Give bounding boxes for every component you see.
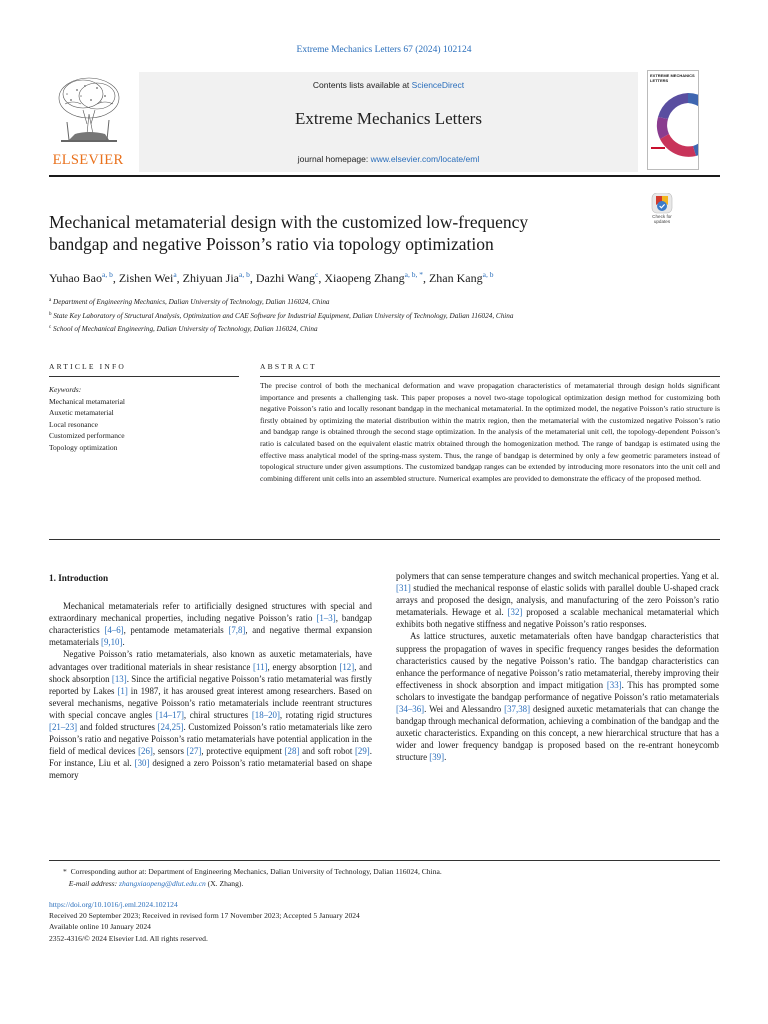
body-paragraph (396, 570, 719, 630)
body-paragraph (49, 648, 372, 781)
citation-link[interactable]: [1–3] (316, 613, 336, 624)
email-link[interactable]: zhangxiaopeng@dlut.edu.cn (119, 879, 206, 888)
paragraph-text: , protective equipment (201, 746, 285, 757)
affiliation: $^a$ Department of Engineering Mechanics, Dalian University of Technology, Dalian 116024, China (49, 298, 330, 306)
paragraph-text: As lattice structures, auxetic metamaterials often have bandgap characteristics that suppress the propagation of waves in specific frequency ranges besides the deformation characteristics caused by the negative Poisson’s ratio. The bandgap characteristics can enhance the performance of negative Poisson’s ratio metamaterial, thereby improving their effectiveness in shock absorption and impact mitigation (396, 631, 719, 690)
paragraph-text: , and shock absorption (49, 661, 372, 684)
citation-link[interactable]: [29] (354, 746, 370, 757)
body-column-left (49, 570, 372, 782)
corresponding-author: * Corresponding author at: Department of Engineering Mechanics, Dalian University of Technology, Dalian 116024, China. (63, 867, 442, 876)
citation-link[interactable]: [39] (429, 752, 445, 763)
article-title: Mechanical metamaterial design with the customized low-frequency bandgap and negative Poisson’s ratio via topology optimization (49, 212, 529, 254)
paragraph-text: Mechanical metamaterials refer to artificially designed structures with special and extraordinary mechanical properties, including negative Poisson’s ratio (49, 601, 372, 624)
keyword: Customized performance (49, 431, 125, 440)
citation-link[interactable]: [30] (134, 758, 150, 769)
author[interactable]: Zishen Wei$^a$ (118, 270, 177, 285)
keyword: Auxetic metamaterial (49, 408, 114, 417)
right-paragraphs (396, 570, 719, 764)
abstract-text: The precise control of both the mechanical deformation and wave propagation characteristics of metamaterial through design holds significant importance and presents a challenging task. This paper proposes a novel two-stage topological optimization design method for customizing both negative Poisson’s ratio and locally resonant bandgap in the mechanical metamaterial. In the optimized model, the negative Poisson’s ratio structure is firstly obtained by optimizing the material distribution within the matrix region, then the metamaterial with the customized negative Poisson’s ratio and bandgap range is obtained through the second stage optimization. In the analysis of the metamaterial unit cell, the topology-dependent Poisson’s ratio is calculated based on the equivalent elastic matrix obtained through the homogenization method. The range of bandgap is estimated using the effective mass analytical model of the spring-mass system. Thus, the range of bandgap is determined by only a few geometric parameters instead of topological structure under given assumptions. The customized bandgap ranges can be extended by introducing more resonators into the unit cell and combining different unit cells into an assembled structure. Numerical examples are provided to demonstrate the efficacy of the proposed method. (260, 381, 720, 483)
keywords-block (49, 384, 239, 453)
paragraph-text: . Customized Poisson’s ratio metamaterials like zero Poisson’s ratio and negative Poisson’s ratio metamaterials have potential application in the field of medical devices (49, 722, 372, 757)
body-paragraph (49, 600, 372, 648)
affiliations (49, 295, 720, 336)
paragraph-text: , chiral structures (183, 709, 252, 720)
citation-link[interactable]: [24,25] (157, 722, 184, 733)
citation-link[interactable]: [9,10] (101, 637, 123, 648)
paragraph-text: , pentamode metamaterials (123, 625, 229, 636)
keyword: Local resonance (49, 419, 98, 429)
paragraph-text: . (444, 752, 447, 763)
paragraph-text: . This has prompted some scholars to investigate the bandgap performance of negative Poisson’s ratio metamaterials (396, 679, 719, 702)
journal-homepage: journal homepage: www.elsevier.com/locate/eml (297, 154, 480, 164)
doi-link[interactable]: https://doi.org/10.1016/j.eml.2024.102124 (49, 900, 178, 909)
author-list: Yuhao Bao$^{a, b}$, Zishen Wei$^a$, Zhiyuan Jia$^{a, b}$, Dazhi Wang$^c$, Xiaopeng Zhang$^{a, b, *}$, Zhan Kang$^{a, b}$ (49, 270, 494, 285)
author[interactable]: Dazhi Wang$^c$ (255, 270, 319, 285)
abstract-bottom-rule (49, 539, 720, 540)
paragraph-text: , energy absorption (267, 661, 340, 672)
available-online: Available online 10 January 2024 (49, 922, 151, 932)
citation-link[interactable]: [7,8] (228, 625, 246, 636)
paragraph-text: Negative Poisson’s ratio metamaterials, also known as auxetic metamaterials, have advantages over traditional materials in shear resistance (49, 649, 372, 672)
footnote-rule (49, 860, 720, 861)
elsevier-tree-icon (53, 74, 123, 150)
paragraph-text: . For instance, Liu et al. (49, 746, 372, 769)
author[interactable]: Yuhao Bao$^{a, b}$ (49, 270, 113, 285)
section-heading: 1. Introduction (49, 573, 109, 583)
cover-title: EXTREME MECHANICS LETTERS (650, 73, 695, 83)
elsevier-wordmark: ELSEVIER (52, 152, 124, 168)
paragraph-text: studied the mechanical response of elastic solids with parallel double U-shaped crack arrays and proposed the design, analysis, and manufacturing of the zero Poisson’s ratio metamaterials. Hewage et al. (396, 583, 719, 618)
citation-link[interactable]: [12] (339, 661, 355, 672)
citation-link[interactable]: [27] (186, 746, 202, 757)
check-for-updates-button[interactable] (645, 193, 679, 229)
masthead-rule (49, 175, 720, 177)
citation-link[interactable]: [32] (507, 607, 523, 618)
email-line: E-mail address: zhangxiaopeng@dlut.edu.cn (X. Zhang). (68, 879, 244, 888)
masthead (49, 70, 720, 174)
publication-info (49, 899, 720, 944)
journal-cover[interactable] (647, 70, 699, 170)
author[interactable]: Xiaopeng Zhang$^{a, b, *}$ (324, 270, 423, 285)
elsevier-logo[interactable] (49, 74, 127, 170)
crossmark-label: Check for updates (652, 214, 672, 224)
paragraph-text: , sensors (152, 746, 187, 757)
journal-citation[interactable] (0, 45, 768, 55)
paragraph-text: designed a zero Poisson’s ratio metamaterial based on shape memory (49, 758, 372, 781)
citation-link[interactable]: [11] (253, 661, 268, 672)
paragraph-text: . (122, 637, 125, 648)
journal-banner (139, 72, 638, 172)
paragraph-text: , bandgap characteristics (49, 613, 372, 636)
paragraph-text: , rotating rigid structures (279, 709, 372, 720)
paragraph-text: proposed a scalable mechanical metamaterial which exhibits both negative stiffness and negative Poisson’s ratio responses. (396, 607, 719, 630)
citation-link[interactable]: [33] (606, 679, 622, 690)
crossmark-icon (645, 193, 679, 215)
paragraph-text: , and negative thermal expansion metamaterials (49, 625, 373, 648)
article-info-heading: ARTICLE INFO (49, 362, 126, 371)
body-paragraph (396, 630, 719, 763)
cover-art-icon (648, 85, 699, 170)
affiliation: $^c$ School of Mechanical Engineering, Dalian University of Technology, Dalian 116024, China (49, 325, 318, 333)
abstract-heading: ABSTRACT (260, 362, 317, 371)
paragraph-text: and folded structures (77, 722, 158, 733)
author[interactable]: Zhiyuan Jia$^{a, b}$ (182, 270, 250, 285)
paragraph-text: and soft robot (299, 746, 355, 757)
keyword: Mechanical metamaterial (49, 396, 125, 406)
journal-name: Extreme Mechanics Letters (295, 109, 482, 128)
paragraph-text: polymers that can sense temperature changes and switch mechanical properties. Yang et al. (396, 571, 719, 581)
paragraph-text: . Wei and Alessandro (424, 704, 505, 715)
citation-link[interactable]: [4–6] (104, 625, 124, 636)
keyword: Topology optimization (49, 442, 118, 452)
paragraph-text: designed auxetic metamaterials that can change the bandgap through mechanical deformation, achieving a combination of the bandgap and the auxetic characteristics. Expanding on this concept, a new hierarchical structure that has a wider and lower frequency bandgap is proposed based on the re-entrant honeycomb structure (396, 704, 719, 763)
keywords-label: Keywords: (49, 385, 82, 394)
citation-link[interactable]: Extreme Mechanics Letters 67 (2024) 102124 (296, 45, 472, 55)
citation-link[interactable]: [28] (284, 746, 300, 757)
citation-link[interactable]: [31] (396, 583, 411, 594)
paragraph-text: in 1987, it has aroused great interest among researchers. Based on several mechanisms, negative Poisson’s ratio metamaterials include reentrant structures with special concave angles (49, 685, 372, 720)
received-dates: Received 20 September 2023; Received in revised form 17 November 2023; Accepted 5 January 2024 (49, 911, 360, 921)
citation-link[interactable]: [1] (117, 685, 128, 696)
citation-link[interactable]: [21–23] (49, 722, 78, 733)
citation-link[interactable]: [37,38] (504, 704, 531, 715)
abstract-rule (260, 376, 720, 377)
affiliation: $^b$ State Key Laboratory of Structural Analysis, Optimization and CAE Software for Industrial Equipment, Dalian University of Technology, Dalian 116024, China (49, 311, 514, 320)
citation-link[interactable]: [26] (138, 746, 153, 757)
homepage-link[interactable]: www.elsevier.com/locate/eml (370, 154, 480, 164)
info-rule (49, 376, 239, 377)
citation-link[interactable]: [34–36] (396, 704, 425, 715)
citation-link[interactable]: [18–20] (251, 709, 280, 720)
citation-link[interactable]: [13] (111, 673, 127, 684)
citation-link[interactable]: [14–17] (155, 709, 184, 720)
body-column-right (396, 570, 719, 764)
contents-line: Contents lists available at ScienceDirect (312, 80, 465, 90)
copyright: 2352-4316/© 2024 Elsevier Ltd. All rights reserved. (49, 933, 208, 943)
left-paragraphs (49, 600, 372, 781)
paragraph-text: . Since the artificial negative Poisson’s ratio metamaterial was firstly reported by Lakes (49, 673, 372, 696)
author[interactable]: Zhan Kang$^{a, b}$ (428, 270, 494, 285)
corresponding-footnote (49, 866, 720, 890)
sciencedirect-link[interactable]: ScienceDirect (411, 80, 465, 90)
